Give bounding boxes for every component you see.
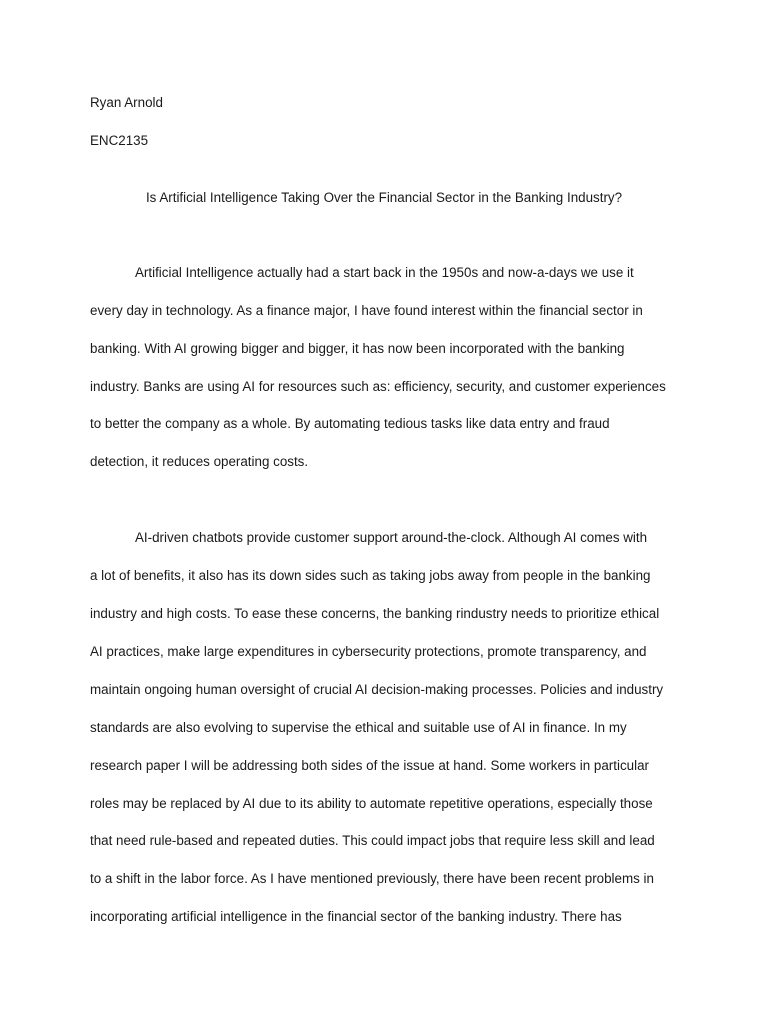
paragraph-line: incorporating artificial intelligence in the financial sector of the banking industry. There has [90,909,622,924]
paragraph-line: Artificial Intelligence actually had a start back in the 1950s and now-a-days we use it [135,265,634,280]
course-code: ENC2135 [90,133,149,148]
essay-title: Is Artificial Intelligence Taking Over the Financial Sector in the Banking Industry? [145,190,623,205]
paragraph-line: to better the company as a whole. By automating tedious tasks like data entry and fraud [90,416,610,431]
paragraph-line: a lot of benefits, it also has its down sides such as taking jobs away from people in the banking [90,568,651,583]
paragraph-line: roles may be replaced by AI due to its ability to automate repetitive operations, especially those [90,796,653,811]
paragraph-line: AI-driven chatbots provide customer support around-the-clock. Although AI comes with [135,530,648,545]
paragraph-line: standards are also evolving to supervise the ethical and suitable use of AI in finance. In my [90,720,627,735]
paragraph-line: detection, it reduces operating costs. [90,454,309,469]
paragraph-line: banking. With AI growing bigger and bigger, it has now been incorporated with the banking [90,341,625,356]
paragraph-line: industry. Banks are using AI for resources such as: efficiency, security, and customer experiences [90,379,666,394]
paragraph-line: every day in technology. As a finance major, I have found interest within the financial sector in [90,303,643,318]
paragraph-line: industry and high costs. To ease these concerns, the banking rindustry needs to prioritize ethical [90,606,660,621]
paragraph-line: research paper I will be addressing both sides of the issue at hand. Some workers in particular [90,758,649,773]
author-name: Ryan Arnold [90,95,163,110]
paragraph-line: that need rule-based and repeated duties. This could impact jobs that require less skill and lead [90,833,655,848]
paragraph-line: maintain ongoing human oversight of crucial AI decision-making processes. Policies and industry [90,682,664,697]
paragraph-line: to a shift in the labor force. As I have mentioned previously, there have been recent problems in [90,871,654,886]
paragraph-line: AI practices, make large expenditures in cybersecurity protections, promote transparency, and [90,644,647,659]
